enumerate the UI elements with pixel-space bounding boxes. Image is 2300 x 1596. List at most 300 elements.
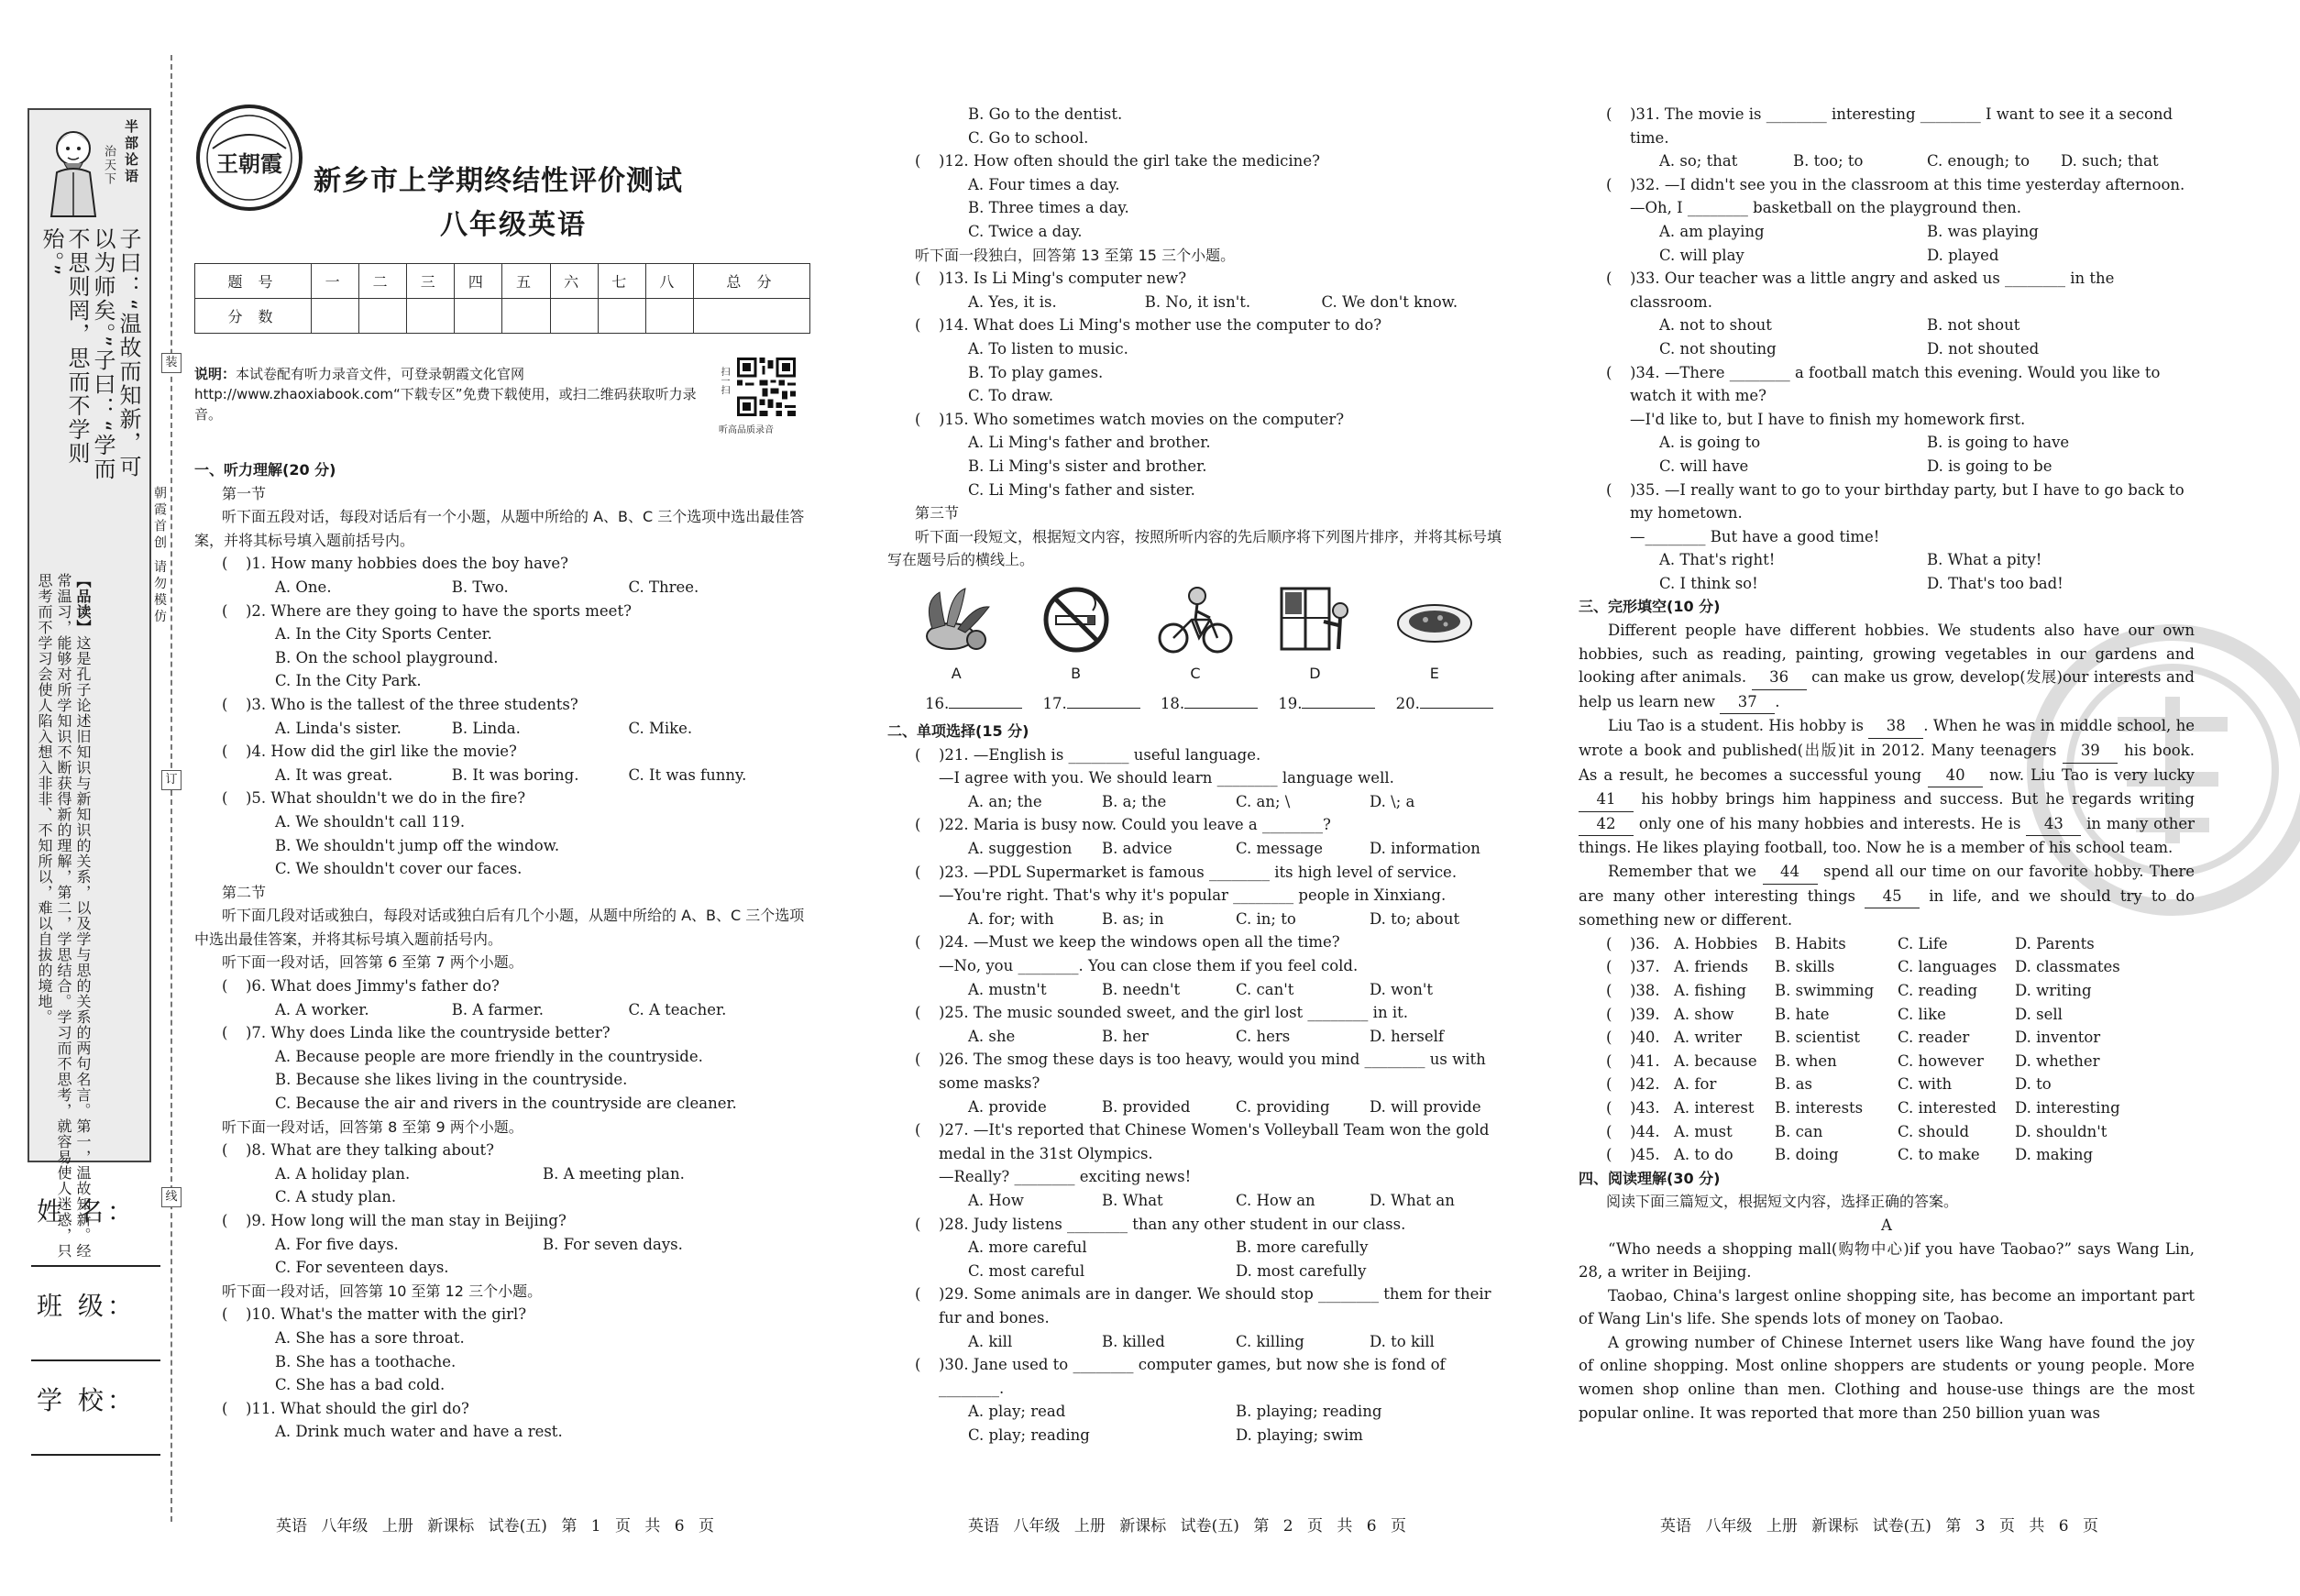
option[interactable]: B. She has a toothache. (275, 1352, 457, 1370)
name-line[interactable] (31, 1265, 160, 1267)
option[interactable]: A. not to shout (1659, 316, 1772, 335)
answer-bracket[interactable]: ( (222, 789, 228, 808)
option[interactable]: D. whether (2015, 1051, 2100, 1070)
option[interactable]: B. provided (1102, 1097, 1191, 1116)
option[interactable]: C. reading (1898, 981, 1978, 999)
option[interactable]: A. to do (1674, 1146, 1733, 1164)
option[interactable]: B. skills (1775, 958, 1835, 976)
cloze-text: Liu Tao is a student. His hobby is (1608, 717, 1869, 735)
option[interactable]: A. because (1674, 1051, 1757, 1070)
answer-bracket[interactable]: ( (1606, 1051, 1612, 1070)
dialog-line: —You're right. That's why it's popular ________ people in Xinxiang. (939, 886, 1447, 905)
option[interactable]: B. as (1775, 1075, 1812, 1094)
question-stem: )34. —There ________ a football match this evening. Would you like to watch it with me? (1630, 363, 2161, 405)
answer-bracket[interactable]: ( (915, 270, 921, 288)
option[interactable]: A. an; the (968, 792, 1042, 810)
option[interactable]: B. was playing (1927, 222, 2039, 240)
listening-question-item (194, 693, 810, 717)
option[interactable]: C. Because the air and rivers in the countryside are cleaner. (275, 1095, 737, 1113)
school-line[interactable] (31, 1454, 160, 1456)
option[interactable]: B. hate (1775, 1005, 1830, 1023)
cloze-blank[interactable]: 43 (2026, 812, 2081, 837)
option-row (194, 576, 810, 600)
answer-bracket[interactable]: ( (915, 1004, 921, 1022)
option[interactable]: C. languages (1898, 958, 1997, 976)
score-header-cell: 八 (645, 264, 693, 299)
answer-bracket[interactable]: ( (222, 601, 228, 620)
option[interactable]: C. interested (1898, 1098, 1997, 1117)
quote-header (37, 117, 143, 218)
picture-e-label: E (1429, 664, 1439, 682)
cloze-blank[interactable]: 45 (1865, 885, 1920, 909)
answer-bracket[interactable]: ( (915, 1285, 921, 1304)
question-number: )43. (1630, 1098, 1660, 1117)
part-1-instructions: 听下面五段对话，每段对话后有一个小题，从题中所给的 A、B、C 三个选项中选出最佳答案，并将其标号填入题前括号内。 (194, 508, 805, 549)
option[interactable]: A. she (968, 1027, 1016, 1045)
answer-bracket[interactable]: ( (1606, 1029, 1612, 1047)
option[interactable]: B. too; to (1793, 152, 1864, 171)
option[interactable]: D. playing; swim (1236, 1425, 1363, 1444)
option[interactable]: C. We shouldn't cover our faces. (275, 860, 523, 878)
choice-question-item (887, 813, 1503, 837)
option[interactable]: A. To listen to music. (968, 339, 1128, 358)
answer-bracket[interactable]: ( (1606, 981, 1612, 999)
answer-bracket[interactable]: ( (1606, 1098, 1612, 1117)
name-label: 姓 名： (37, 1196, 137, 1227)
option[interactable]: A. mustn't (968, 980, 1047, 998)
option[interactable]: D. to kill (1370, 1332, 1435, 1350)
option[interactable]: C. I think so! (1659, 574, 1758, 592)
answer-bracket[interactable]: ( (222, 743, 228, 761)
cloze-blank[interactable]: 38 (1868, 714, 1923, 739)
class-line[interactable] (31, 1359, 160, 1361)
answer-bracket[interactable]: ( (1606, 105, 1612, 123)
answer-bracket[interactable]: ( (222, 977, 228, 996)
picture-a (912, 583, 1000, 686)
answer-bracket[interactable]: ( (222, 695, 228, 713)
lead-q10-12: 听下面一段对话，回答第 10 至第 12 三个小题。 (222, 1282, 543, 1300)
option[interactable]: C. In the City Park. (275, 672, 422, 690)
option[interactable]: A. so; that (1659, 152, 1738, 171)
page-3-footer: 英语 八年级 上册 新课标 试卷(五) 第 3 页 共 6 页 (1660, 1517, 2098, 1535)
option[interactable]: B. playing; reading (1236, 1403, 1382, 1421)
option[interactable]: C. We don't know. (1321, 292, 1458, 311)
option[interactable]: B. interests (1775, 1098, 1864, 1117)
part-3-title: 第三节 (915, 504, 960, 523)
option[interactable]: B. Three times a day. (968, 199, 1129, 217)
option[interactable]: D. won't (1370, 980, 1433, 998)
option[interactable]: B. is going to have (1927, 434, 2070, 452)
blank-17[interactable]: 17. (1042, 692, 1139, 716)
option[interactable]: D. making (2015, 1146, 2094, 1164)
score-header-cell: 三 (407, 264, 455, 299)
option[interactable]: A. play; read (968, 1403, 1066, 1421)
option[interactable]: C. play; reading (968, 1425, 1090, 1444)
cloze-option-row (1579, 979, 2195, 1003)
blank-16[interactable]: 16. (925, 692, 1022, 716)
question-stem: )31. The movie is ________ interesting ________ I want to see it a second time. (1630, 105, 2173, 147)
score-header-cell: 二 (359, 264, 407, 299)
answer-bracket[interactable]: ( (915, 1051, 921, 1069)
option[interactable]: B. her (1102, 1027, 1149, 1045)
option[interactable]: D. most carefully (1236, 1261, 1367, 1280)
option[interactable]: A. That's right! (1659, 551, 1776, 569)
option[interactable]: B. when (1775, 1051, 1837, 1070)
questions-13-15 (887, 267, 1503, 501)
option[interactable]: B. No, it isn't. (1144, 292, 1251, 311)
answer-bracket[interactable]: ( (1606, 1005, 1612, 1023)
option[interactable]: D. Parents (2015, 934, 2095, 952)
option[interactable]: D. What an (1370, 1191, 1455, 1209)
answer-bracket[interactable]: ( (222, 1141, 228, 1160)
cloze-blank[interactable]: 36 (1752, 666, 1807, 690)
score-cell[interactable] (455, 299, 502, 334)
option[interactable]: A. am playing (1659, 222, 1765, 240)
listening-question-item (194, 1139, 810, 1162)
listening-question-item (194, 1209, 810, 1233)
choice-question-item (1579, 103, 2195, 149)
answer-bracket[interactable]: ( (222, 1399, 228, 1417)
answer-bracket[interactable]: ( (915, 745, 921, 764)
answer-bracket[interactable]: ( (222, 1305, 228, 1324)
option[interactable]: C. in; to (1236, 909, 1296, 928)
option[interactable]: C. should (1898, 1122, 1970, 1140)
ordering-blanks (887, 692, 1503, 716)
score-cell[interactable] (598, 299, 645, 334)
section-reading-title: 四、阅读理解(30 分) (1579, 1169, 1721, 1187)
dialog-line: —Really? ________ exciting news! (939, 1168, 1192, 1186)
question-number: )41. (1630, 1051, 1660, 1070)
dialog-line: —Oh, I ________ basketball on the playground then. (1630, 199, 2022, 217)
score-cell[interactable] (407, 299, 455, 334)
option[interactable]: A. One. (275, 578, 332, 596)
option[interactable]: B. not shout (1927, 316, 2020, 335)
option[interactable]: C. not shouting (1659, 339, 1777, 358)
option[interactable]: C. killing (1236, 1332, 1304, 1350)
option[interactable]: B. doing (1775, 1146, 1839, 1164)
cloze-option-row (1579, 1143, 2195, 1167)
school-field[interactable] (28, 1381, 160, 1475)
cloze-blank[interactable]: 44 (1763, 860, 1818, 885)
question-number: )39. (1630, 1005, 1660, 1023)
answer-bracket[interactable]: ( (915, 410, 921, 428)
option[interactable]: C. hers (1236, 1027, 1291, 1045)
questions-8-9 (194, 1139, 810, 1280)
option[interactable]: B. What a pity! (1927, 551, 2042, 569)
questions-6-7 (194, 974, 810, 1116)
option[interactable]: D. not shouted (1927, 339, 2040, 358)
choice-question-item (1579, 479, 2195, 525)
cloze-blank[interactable]: 40 (1928, 764, 1983, 788)
option[interactable]: B. Two. (451, 578, 509, 596)
cloze-text: . (1775, 692, 1780, 710)
option-row (887, 1025, 1503, 1049)
part-3-instructions: 听下面一段短文，根据短文内容，按照所听内容的先后顺序将下列图片排序，并将其标号填写在题号后的横线上。 (887, 527, 1502, 569)
answer-bracket[interactable]: ( (915, 1356, 921, 1374)
answer-bracket[interactable]: ( (222, 555, 228, 573)
option-row (1579, 455, 2195, 479)
answer-bracket[interactable]: ( (222, 1212, 228, 1229)
score-cell[interactable] (359, 299, 407, 334)
binding-stamp-zhuang: 装 (161, 353, 182, 373)
score-cell[interactable] (693, 299, 809, 334)
option[interactable]: D. information (1370, 840, 1480, 858)
class-field[interactable] (28, 1286, 160, 1381)
listening-question-item (887, 149, 1503, 173)
answer-bracket[interactable]: ( (915, 933, 921, 952)
option[interactable]: D. such; that (2061, 152, 2159, 171)
passage-a-paragraph-3: A growing number of Chinese Internet users like Wang have found the joy of online shopping. Most online shoppers are students or young people. More women shop online than men. Clothing and house-use things are the most popular online. It was reported that more than 250 billion yuan was (1579, 1333, 2195, 1422)
question-stem: )5. What shouldn't we do in the fire? (246, 789, 526, 808)
option[interactable]: B. scientist (1775, 1029, 1860, 1047)
watermark-seal-icon (2026, 623, 2300, 917)
option[interactable]: A. for; with (968, 909, 1054, 928)
option[interactable]: A. fishing (1674, 981, 1746, 999)
answer-bracket[interactable]: ( (222, 1024, 228, 1042)
option[interactable]: D. writing (2015, 981, 2092, 999)
cloze-text: his hobby brings him happiness and success. But he regards writing (1634, 790, 2195, 809)
answer-bracket[interactable]: ( (915, 316, 921, 335)
option[interactable]: D. will provide (1370, 1097, 1481, 1116)
option[interactable]: D. is going to be (1927, 457, 2052, 475)
option[interactable]: C. She has a bad cold. (275, 1376, 446, 1394)
option[interactable]: B. more carefully (1236, 1238, 1369, 1257)
option[interactable]: D. interesting (2015, 1098, 2120, 1117)
option[interactable]: D. shouldn't (2015, 1122, 2107, 1140)
option[interactable]: A. She has a sore throat. (275, 1328, 465, 1347)
score-cell[interactable] (312, 299, 359, 334)
score-table (194, 263, 810, 334)
option[interactable]: D. to; about (1370, 909, 1460, 928)
cloze-blank[interactable]: 41 (1579, 787, 1634, 812)
option[interactable]: C. It was funny. (628, 765, 747, 784)
option[interactable]: A. friends (1674, 958, 1749, 976)
option[interactable]: A. In the City Sports Center. (275, 625, 492, 644)
q11-option-b[interactable]: B. Go to the dentist. (968, 105, 1123, 123)
option[interactable]: A. writer (1674, 1029, 1742, 1047)
cloze-option-row (1579, 932, 2195, 956)
option[interactable]: C. Mike. (628, 719, 693, 737)
answer-bracket[interactable]: ( (915, 816, 921, 834)
option[interactable]: C. most careful (968, 1261, 1085, 1280)
question-stem: )29. Some animals are in danger. We should stop ________ them for their fur and bones. (939, 1285, 1491, 1326)
choice-question-item (887, 1353, 1503, 1400)
option[interactable]: C. A study plan. (275, 1188, 397, 1206)
option[interactable]: C. How an (1236, 1191, 1315, 1209)
option-row (887, 1400, 1503, 1424)
option[interactable]: B. On the school playground. (275, 648, 499, 666)
blank-19[interactable]: 19. (1278, 692, 1375, 716)
answer-bracket[interactable]: ( (915, 1215, 921, 1233)
option[interactable]: A. interest (1674, 1098, 1755, 1117)
option[interactable]: B. a; the (1102, 792, 1167, 810)
option[interactable]: D. to (2015, 1075, 2052, 1094)
choice-question-item (887, 1001, 1503, 1025)
option[interactable]: B. A farmer. (451, 1000, 545, 1018)
option[interactable]: B. To play games. (968, 363, 1104, 381)
q11-option-c[interactable]: C. Go to school. (968, 128, 1089, 147)
option[interactable]: B. Li Ming's sister and brother. (968, 457, 1207, 475)
option[interactable]: A. We shouldn't call 119. (275, 812, 466, 831)
opening-window-icon (1272, 583, 1357, 656)
option[interactable]: C. A teacher. (628, 1000, 727, 1018)
option[interactable]: A. kill (968, 1332, 1013, 1350)
option[interactable]: B. It was boring. (451, 765, 579, 784)
lead-q6-7: 听下面一段对话，回答第 6 至第 7 两个小题。 (222, 953, 523, 972)
answer-bracket[interactable]: ( (915, 1121, 921, 1139)
picture-d-label: D (1309, 664, 1321, 682)
score-header-cell: 题 号 (195, 264, 312, 299)
option[interactable]: A. Because people are more friendly in the countryside. (275, 1047, 703, 1065)
option[interactable]: C. can't (1236, 980, 1294, 998)
question-stem: )12. How often should the girl take the medicine? (939, 152, 1320, 171)
option[interactable]: C. will have (1659, 457, 1749, 475)
section-listening-title: 一、听力理解(20 分) (194, 461, 336, 479)
option[interactable]: C. Three. (628, 578, 699, 596)
option[interactable]: A. A worker. (275, 1000, 369, 1018)
option[interactable]: A. A holiday plan. (275, 1164, 411, 1183)
option[interactable]: A. provide (968, 1097, 1047, 1116)
option[interactable]: D. played (1927, 246, 1999, 264)
cloze-text: in life, and we should try to do something new or different. (1579, 886, 2195, 930)
option[interactable]: C. an; \ (1236, 792, 1291, 810)
option-row (887, 1424, 1503, 1447)
question-stem: )32. —I didn't see you in the classroom at this time yesterday afternoon. (1630, 175, 2185, 193)
score-header-cell: 总 分 (693, 264, 809, 299)
option[interactable]: C. message (1236, 840, 1324, 858)
part-2-instructions: 听下面几段对话或独白，每段对话或独白后有几个小题，从题中所给的 A、B、C 三个选项中选出最佳答案，并将其标号填入题前括号内。 (194, 907, 805, 948)
option[interactable]: A. is going to (1659, 434, 1761, 452)
question-stem: )6. What does Jimmy's father do? (246, 977, 500, 996)
option[interactable]: C. to make (1898, 1146, 1980, 1164)
score-cell[interactable] (645, 299, 693, 334)
listening-question-item (194, 1397, 810, 1421)
option[interactable]: A. For five days. (275, 1235, 399, 1253)
option[interactable]: B. Habits (1775, 934, 1846, 952)
page-2-column (887, 103, 1503, 1447)
option[interactable]: A. Yes, it is. (968, 292, 1057, 311)
answer-bracket[interactable]: ( (1606, 480, 1612, 499)
option[interactable]: A. show (1674, 1005, 1734, 1023)
dialog-line: —I agree with you. We should learn ________ language well. (939, 769, 1394, 787)
blank-18[interactable]: 18. (1161, 692, 1258, 716)
option[interactable]: D. sell (2015, 1005, 2063, 1023)
option[interactable]: B. For seven days. (543, 1235, 683, 1253)
option[interactable]: A. suggestion (968, 840, 1073, 858)
blank-20[interactable]: 20. (1396, 692, 1493, 716)
question-stem: )25. The music sounded sweet, and the girl lost ________ in it. (939, 1004, 1408, 1022)
option[interactable]: B. A meeting plan. (543, 1164, 685, 1183)
picture-e (1391, 583, 1479, 686)
option[interactable]: C. like (1898, 1005, 1946, 1023)
section-single-choice-title: 二、单项选择(15 分) (887, 722, 1029, 741)
option[interactable]: C. however (1898, 1051, 1984, 1070)
option[interactable]: C. with (1898, 1075, 1953, 1094)
answer-bracket[interactable]: ( (1606, 958, 1612, 976)
option[interactable]: A. Drink much water and have a rest. (275, 1423, 563, 1441)
score-cell[interactable] (502, 299, 550, 334)
answer-bracket[interactable]: ( (1606, 270, 1612, 288)
cloze-option-row (1579, 1073, 2195, 1096)
option[interactable]: A. for (1674, 1075, 1717, 1094)
option[interactable]: D. \; a (1370, 792, 1415, 810)
option-row (887, 790, 1503, 814)
answer-bracket[interactable]: ( (1606, 1146, 1612, 1164)
page-2-footer: 英语 八年级 上册 新课标 试卷(五) 第 2 页 共 6 页 (968, 1517, 1406, 1535)
option[interactable]: C. Life (1898, 934, 1948, 952)
option[interactable]: A. Hobbies (1674, 934, 1758, 952)
passage-a-paragraph-1: “Who needs a shopping mall(购物中心)if you have Taobao?” says Wang Lin, 28, a writer in Beijing. (1579, 1239, 2195, 1282)
option[interactable]: C. enough; to (1927, 152, 2030, 171)
option[interactable]: C. providing (1236, 1097, 1330, 1116)
option[interactable]: B. Because she likes living in the countryside. (275, 1071, 628, 1089)
choice-question-item (887, 743, 1503, 767)
option[interactable]: B. advice (1102, 840, 1172, 858)
answer-bracket[interactable]: ( (915, 152, 921, 171)
option[interactable]: A. Four times a day. (968, 175, 1120, 193)
choice-question-item (887, 1282, 1503, 1329)
option[interactable]: B. What (1102, 1191, 1163, 1209)
option[interactable]: C. Li Ming's father and sister. (968, 480, 1195, 499)
option[interactable]: A. more careful (968, 1238, 1087, 1257)
option[interactable]: D. That's too bad! (1927, 574, 2063, 592)
option[interactable]: D. classmates (2015, 958, 2120, 976)
option-row (194, 1162, 810, 1186)
answer-bracket[interactable]: ( (1606, 363, 1612, 381)
option[interactable]: D. herself (1370, 1027, 1445, 1045)
questions-21-30 (887, 743, 1503, 1447)
option[interactable]: A. must (1674, 1122, 1733, 1140)
cloze-blank[interactable]: 37 (1720, 690, 1775, 715)
option[interactable]: D. inventor (2015, 1029, 2101, 1047)
option[interactable]: C. For seventeen days. (275, 1259, 449, 1277)
qr-code-icon[interactable] (737, 358, 796, 416)
option[interactable]: B. We shouldn't jump off the window. (275, 836, 560, 854)
option[interactable]: B. as; in (1102, 909, 1164, 928)
answer-bracket[interactable]: ( (1606, 1122, 1612, 1140)
option[interactable]: A. How (968, 1191, 1024, 1209)
score-cell[interactable] (550, 299, 598, 334)
option[interactable]: B. killed (1102, 1332, 1165, 1350)
option[interactable]: A. It was great. (275, 765, 393, 784)
cloze-blank[interactable]: 42 (1579, 812, 1634, 837)
option[interactable]: A. Linda's sister. (275, 719, 402, 737)
answer-bracket[interactable]: ( (1606, 934, 1612, 952)
answer-bracket[interactable]: ( (1606, 175, 1612, 193)
option[interactable]: C. will play (1659, 246, 1744, 264)
answer-bracket[interactable]: ( (915, 863, 921, 881)
questions-10-11 (194, 1303, 810, 1444)
option[interactable]: A. Li Ming's father and brother. (968, 434, 1211, 452)
option[interactable]: B. needn't (1102, 980, 1181, 998)
option[interactable]: C. Twice a day. (968, 222, 1083, 240)
question-stem: )26. The smog these days is too heavy, would you mind ________ us with some masks? (939, 1051, 1486, 1092)
option-row (887, 908, 1503, 931)
listening-question-item (887, 408, 1503, 432)
answer-bracket[interactable]: ( (1606, 1075, 1612, 1094)
cloze-blank[interactable]: 39 (2063, 739, 2118, 764)
question-number: )40. (1630, 1029, 1660, 1047)
option[interactable]: B. swimming (1775, 981, 1875, 999)
choice-question-item (887, 930, 1503, 954)
option[interactable]: B. can (1775, 1122, 1823, 1140)
option[interactable]: C. reader (1898, 1029, 1970, 1047)
option[interactable]: B. Linda. (451, 719, 521, 737)
name-field[interactable] (28, 1192, 160, 1286)
score-header-cell: 五 (502, 264, 550, 299)
picture-b-label: B (1071, 664, 1082, 682)
option[interactable]: C. To draw. (968, 387, 1054, 405)
